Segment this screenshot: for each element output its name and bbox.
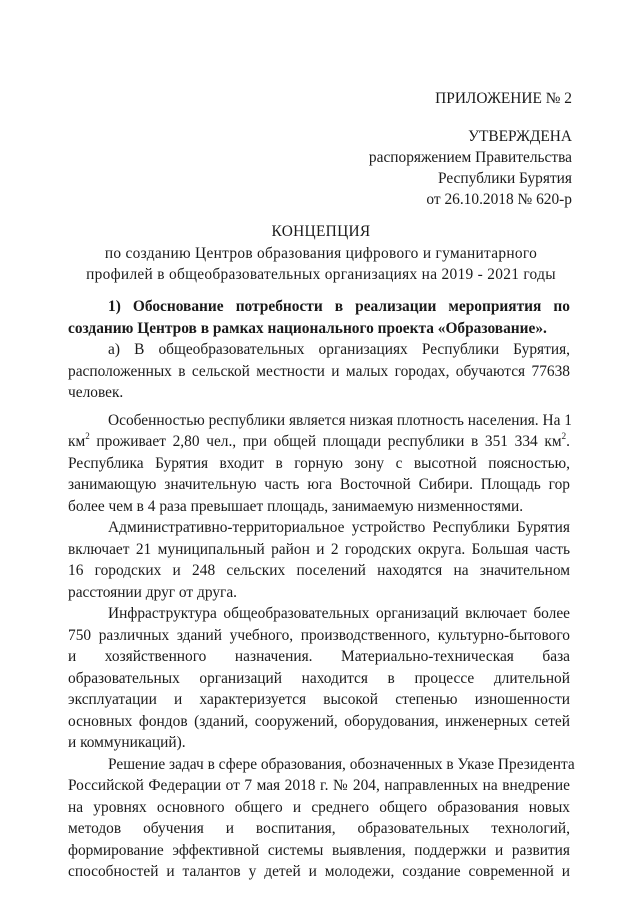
paragraph-4-line7: и коммуникаций). (68, 734, 186, 751)
paragraph-3-line4: расстоянии друг от друга. (68, 583, 238, 601)
paragraph-5-line3: на уровнях основного общего и среднего общего образования новых (68, 798, 570, 816)
paragraph-4-line1: Инфраструктура общеобразовательных организаций включает более (108, 605, 570, 622)
paragraph-5-line4: методов обучения и воспитания, образовательных технологий, (68, 820, 570, 837)
title-sub-line1: по созданию Центров образования цифрового и гуманитарного (104, 244, 538, 262)
paragraph-2-line1: Особенностью республики является низкая плотность населения. На 1 (108, 411, 572, 429)
section-heading-line1: 1) Обоснование потребности в реализации мероприятия по (108, 298, 570, 315)
paragraph-3-line2: включает 21 муниципальный район и 2 городских округа. Большая часть (68, 540, 570, 558)
paragraph-4-line5: эксплуатации и характеризуется высокой степенью изношенности (68, 691, 570, 708)
title-sub-line2: профилей в общеобразовательных организациях на 2019 - 2021 годы (86, 266, 556, 283)
paragraph-2-line3: Республика Бурятия входит в горную зону с высотной поясностью, (68, 454, 570, 472)
paragraph-5-line6: способностей и талантов у детей и молодежи, создание современной и (68, 863, 570, 880)
paragraph-4-line6: основных фондов (зданий, сооружений, оборудования, инженерных сетей (68, 712, 570, 730)
paragraph-1-line3: человек. (68, 384, 124, 401)
paragraph-1-line1: а) В общеобразовательных организациях Республики Бурятия, (108, 341, 570, 358)
paragraph-5-line5: формирование эффективной системы выявления, поддержки и развития (68, 841, 570, 859)
appendix-label (435, 88, 572, 109)
section-1-body (68, 296, 575, 883)
paragraph-5-line2: Российской Федерации от 7 мая 2018 г. № 204, направленных на внедрение (68, 777, 570, 794)
paragraph-4-line2: 750 различных зданий учебного, производственного, культурно-бытового (68, 626, 570, 644)
section-heading-line2: созданию Центров в рамках национального проекта «Образование». (68, 319, 547, 337)
title-main: КОНЦЕПЦИЯ (271, 223, 371, 240)
paragraph-4-line3: и хозяйственного назначения. Материально-техническая база (68, 648, 570, 665)
approved-by: распоряжением Правительства (368, 149, 572, 166)
paragraph-2-line5: более чем в 4 раза превышает площадь, занимаемую низменностями. (68, 497, 524, 515)
paragraph-2-line2: $км^2$ проживает 2,80 чел., при общей площади республики в 351 334 $км^2$. (68, 431, 570, 450)
paragraph-3-line1: Административно-территориальное устройство Республики Бурятия (108, 519, 570, 536)
approved-republic: Республики Бурятия (437, 170, 572, 187)
paragraph-2-line4: занимающую значительную часть юга Восточной Сибири. Площадь гор (68, 476, 570, 493)
paragraph-3-line3: 16 городских и 248 сельских поселений находятся на значительном (68, 562, 570, 579)
paragraph-4-line4: образовательных организаций находится в процессе длительной (68, 669, 570, 687)
document-title (70, 221, 572, 286)
paragraph-5-line1: Решение задач в сфере образования, обозначенных в Указе Президента (108, 755, 575, 773)
paragraph-1-line2: расположенных в сельской местности и малых городах, обучаются 77638 (68, 362, 570, 380)
approved-label: УТВЕРЖДЕНА (468, 128, 572, 145)
approved-date-number: от 26.10.2018 № 620-р (426, 191, 572, 208)
appendix-number: ПРИЛОЖЕНИЕ № 2 (435, 90, 572, 107)
approval-block (369, 126, 572, 210)
